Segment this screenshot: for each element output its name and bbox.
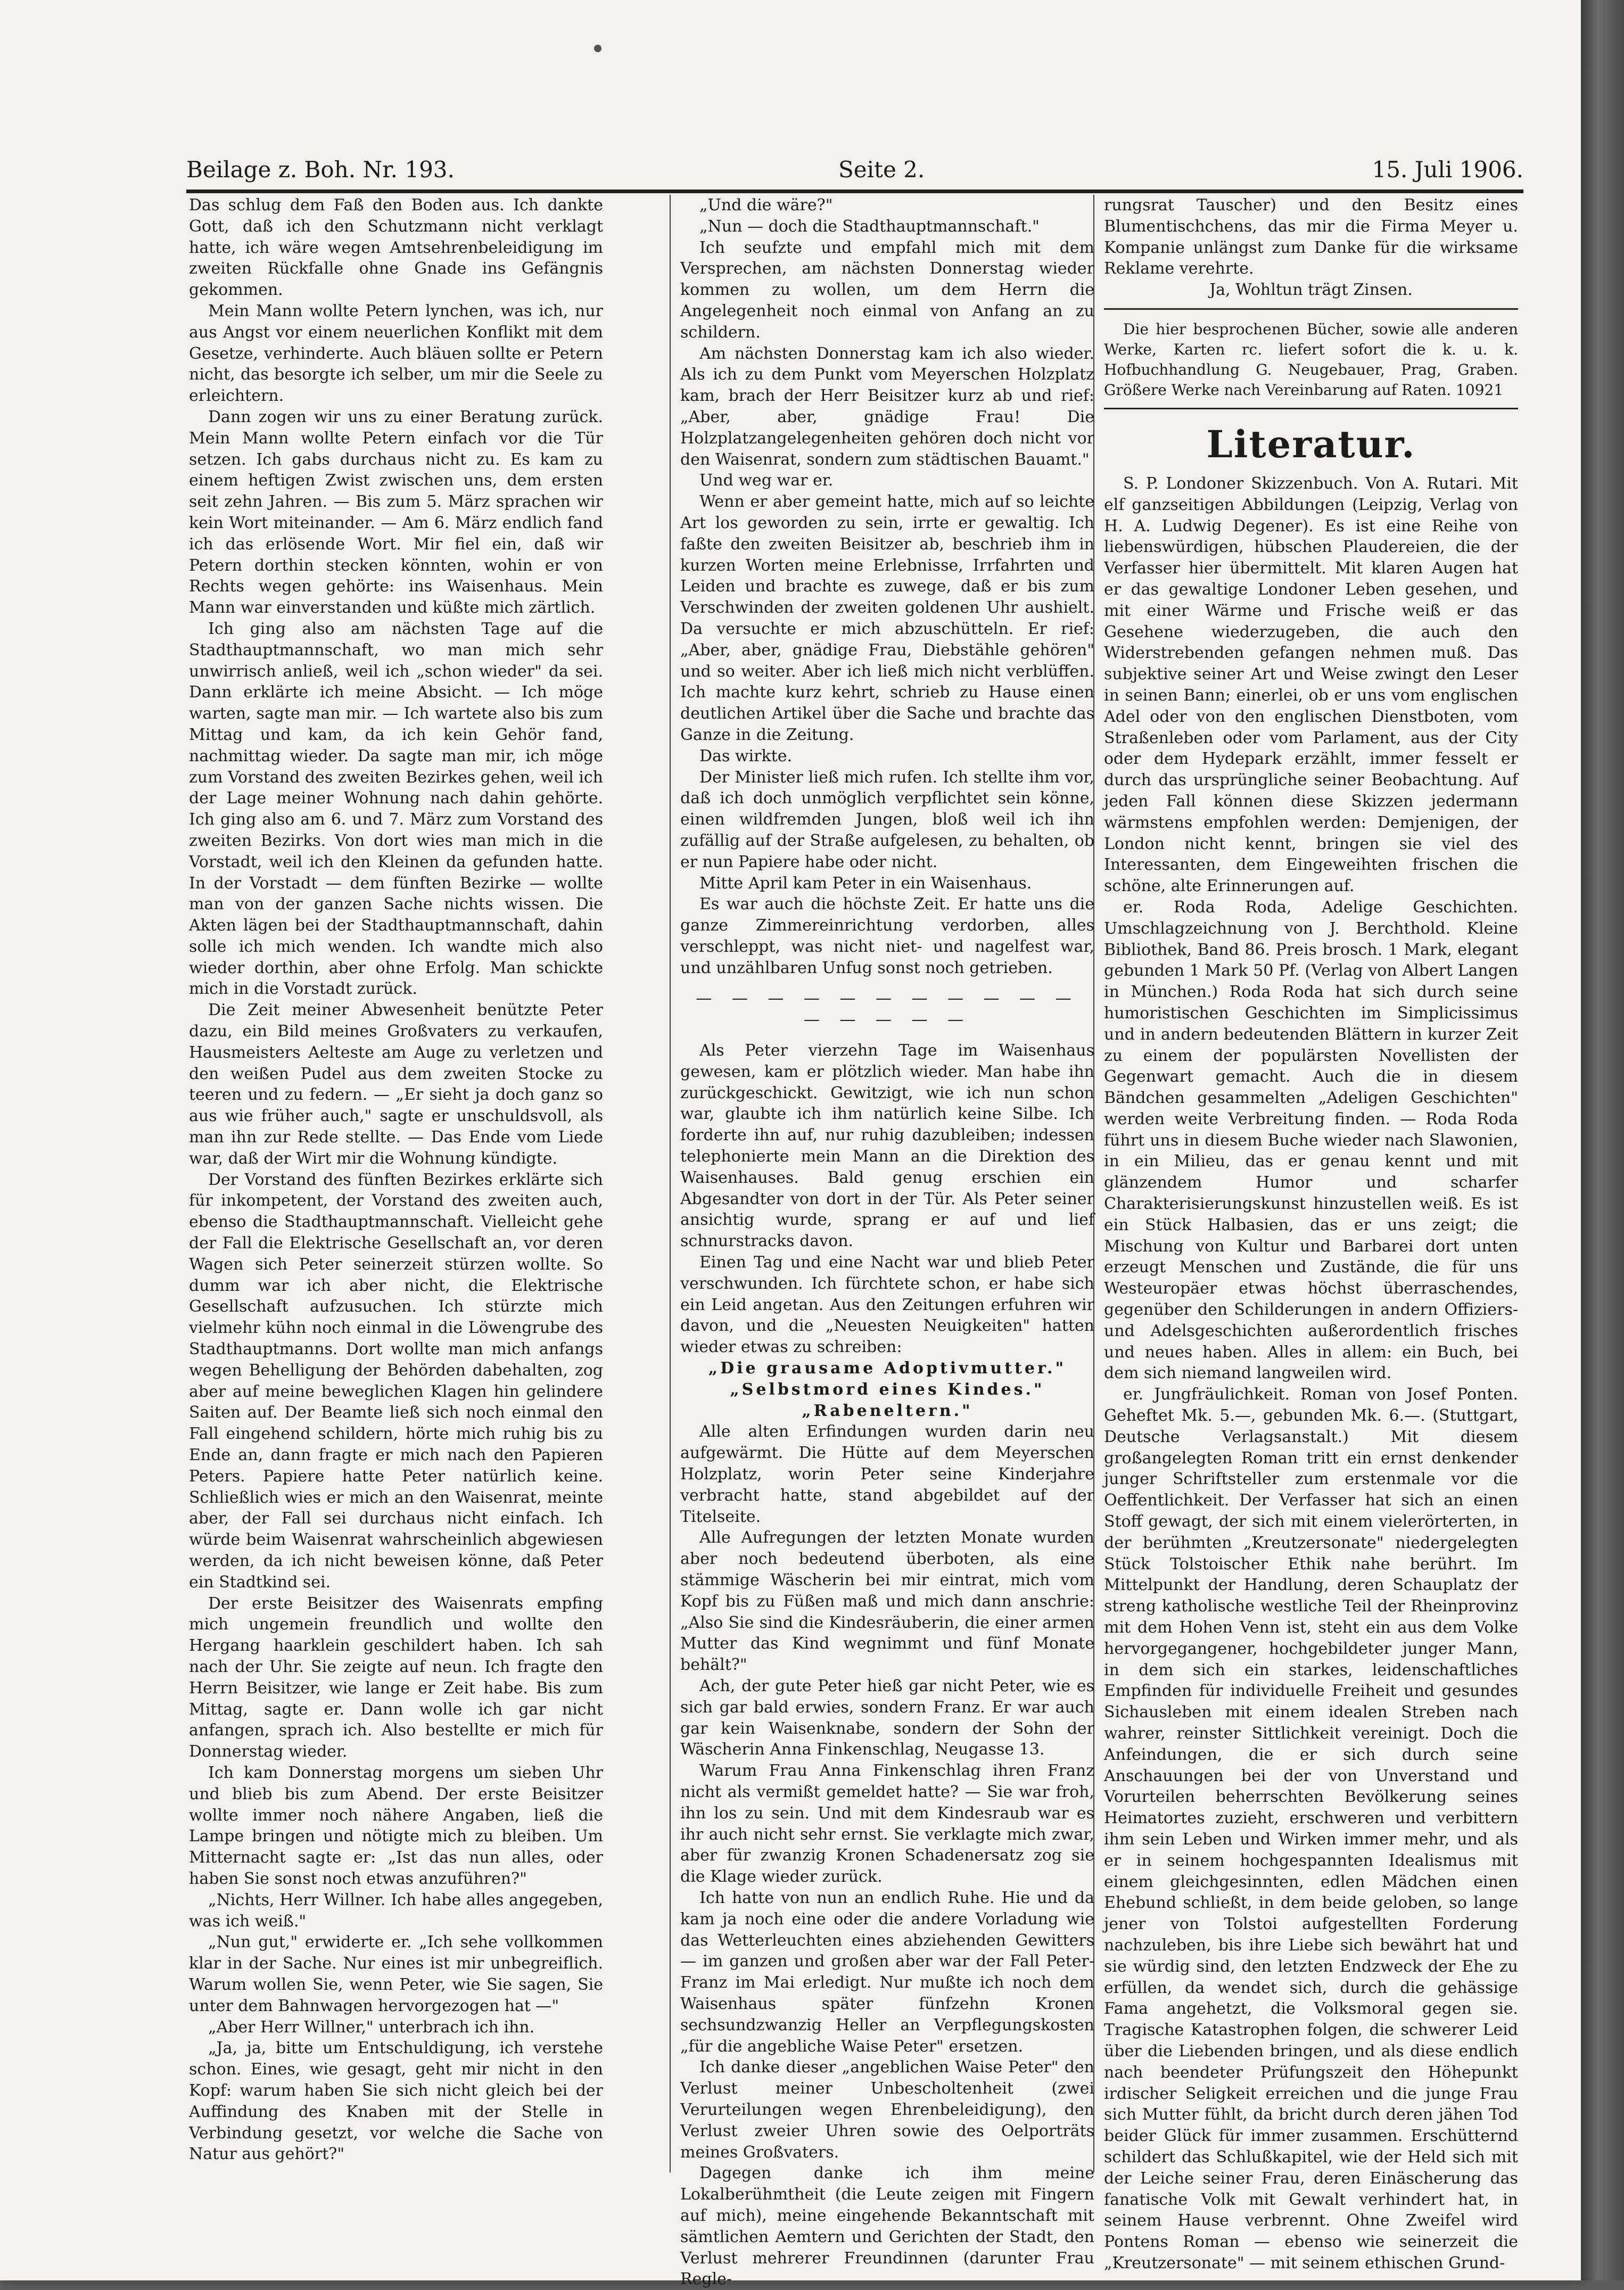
paragraph: „Ja, ja, bitte um Entschuldigung, ich verstehe schon. Eines, wie gesagt, geht mir nicht in den Kopf: warum haben Sie sich nicht gleich bei der Auffindung des Knaben mit der Stelle in Verbindung gesetzt, vor welche die Sache von Natur aus gehört?" xyxy=(189,2039,603,2164)
issue-reference: Beilage z. Boh. Nr. 193. xyxy=(186,156,455,183)
book-review: er. Jungfräulichkeit. Roman von Josef Ponten. Geheftet Mk. 5.—, gebunden Mk. 6.—. (Stuttgart, Deutsche Verlagsanstalt.) Mit diesem großangelegten Roman tritt ein ernst denkender junger Schriftsteller zum erstenmale vor die Oeffentlichkeit. Der Verfasser hat sich an einen Stoff gewagt, der sich mit einem vielerörterten, in der berühmten „Kreutzersonate" niedergelegten Stück Tolstoischer Ethik nahe berührt. Im Mittelpunkt der Handlung, deren Schauplatz der streng katholische westliche Teil der Rheinprovinz mit dem Hohen Venn ist, steht ein aus dem Volke hervorgegangener, hochgebildeter junger Mann, in dem sich ein starkes, leidenschaftliches Empfinden für individuelle Freiheit und gesundes Sichausleben mit einem idealen Streben nach wahrer, reinster Sittlichkeit vereinigt. Doch die Anfeindungen, die er sich durch seine Anschauungen bei der von Unverstand und Vorurteilen beherrschten Bevölkerung seines Heimatortes zuzieht, erschweren und verbittern ihm sein Leben und Wirken immer mehr, und als er in seinem hochgespannten Idealismus mit einem gleichgesinnten, edlen Mädchen einen Ehebund schließt, in dem beide geloben, so lange jener von Tolstoi aufgestellten Forderung nachzuleben, bis ihre Liebe sich bewährt hat und sie würdig sind, den letzten Endzweck der Ehe zu erfüllen, da wendet sich, durch die gehässige Fama angehetzt, die Volksmoral gegen sie. Tragische Katastrophen folgen, die schwerer Leid über die Liebenden bringen, und als diese endlich nach beendeter Prüfungszeit den Höhepunkt irdischer Seligkeit erreichen und die junge Frau sich Mutter fühlt, da bricht durch deren jähen Tod beider Glück für immer zusammen. Erschütternd schildert das Schlußkapitel, wie der Held sich mit der Leiche seiner Frau, deren Einäscherung das fanatische Volk mit Gewalt verhindert hat, in seinem Hause verbrennt. Ohne Zweifel wird Pontens Roman — ebenso wie seinerzeit die „Kreutzersonate" — mit seinem ethischen Grund- xyxy=(1104,1385,1518,2272)
page-number: Seite 2. xyxy=(838,156,925,183)
paragraph: Ach, der gute Peter hieß gar nicht Peter, wie es sich gar bald erwies, sondern Franz. Er war auch gar kein Waisenknabe, sondern der Sohn der Wäscherin Anna Finkenschlag, Neugasse 13. xyxy=(680,1676,1094,1759)
divider xyxy=(1104,408,1518,409)
section-title-literature: Literatur. xyxy=(1206,422,1416,466)
paragraph: Einen Tag und eine Nacht war und blieb Peter verschwunden. Ich fürchtete schon, er habe sich ein Leid angetan. Aus den Zeitungen erfuhren wir davon, und die „Neuesten Neuigkeiten" hatten wieder etwas zu schreiben: xyxy=(680,1253,1094,1357)
paragraph: „Und die wäre?" xyxy=(699,196,833,215)
paragraph: Mein Mann wollte Petern lynchen, was ich, nur aus Angst vor einem neuerlichen Konflikt mit dem Gesetze, verhinderte. Auch bläuen sollte er Petern nicht, das besorgte ich selber, um mir die Seele zu erleichtern. xyxy=(189,301,603,406)
headline-quote: „Die grausame Adoptivmutter." xyxy=(708,1359,1067,1378)
paragraph: Das wirkte. xyxy=(699,746,793,765)
paragraph: Mitte April kam Peter in ein Waisenhaus. xyxy=(699,874,1032,893)
paragraph: Ich kam Donnerstag morgens um sieben Uhr und blieb bis zum Abend. Der erste Beisitzer wollte immer noch nähere Angaben, ließ die Lampe bringen und nötigte mich zu bleiben. Um Mitternacht sagte er: „Ist das nun alles, oder haben Sie sonst noch etwas anzuführen?" xyxy=(189,1763,603,1888)
paragraph: Der Vorstand des fünften Bezirkes erklärte sich für inkompetent, der Vorstand des zweiten auch, ebenso die Stadthauptmannschaft. Vielleicht gehe der Fall die Elektrische Gesellschaft an, vor deren Wagen sich Peter seinerzeit stürzen wollte. So dumm war ich aber nicht, die Elektrische Gesellschaft aufzusuchen. Ich stürzte mich vielmehr kühn noch einmal in die Löwengrube des Stadthauptmanns. Dort wollte man mich anfangs wegen Behelligung der Behörden dabehalten, zog aber auf meine beweglichen Klagen hin gelindere Saiten auf. Der Beamte ließ sich noch einmal den Fall eingehend schildern, hörte mich ruhig bis zu Ende an, dann fragte er mich nach den Papieren Peters. Papiere hatte Peter natürlich keine. Schließlich wies er mich an den Waisenrat, meinte aber, der Fall sei durchaus nicht einfach. Ich würde beim Waisenrat wahrscheinlich abgewiesen werden, da ich nicht beweisen könne, daß Peter ein Stadtkind sei. xyxy=(189,1170,603,1592)
binding-edge xyxy=(1581,0,1624,2280)
column-story-part-2 xyxy=(680,195,1094,2289)
paragraph: Alle alten Erfindungen wurden darin neu aufgewärmt. Die Hütte auf dem Meyerschen Holzplatz, worin Peter seine Kinderjahre verbracht hatte, stand abgebildet auf der Titelseite. xyxy=(680,1422,1094,1526)
paragraph: Am nächsten Donnerstag kam ich also wieder. Als ich zu dem Punkt vom Meyerschen Holzplatz kam, brach der Herr Beisitzer kurz ab und rief: „Aber, aber, gnädige Frau! Die Holzplatzangelegenheiten gehören doch nicht vor den Waisenrat, sondern zum städtischen Bauamt." xyxy=(680,344,1094,469)
header-rule xyxy=(186,190,1523,193)
book-review: S. P. Londoner Skizzenbuch. Von A. Rutari. Mit elf ganzseitigen Abbildungen (Leipzig, Verlag von H. A. Ludwig Degener). Es ist eine Reihe von liebenswürdigen, hübschen Plaudereien, die der Verfasser hier übermittelt. Mit klaren Augen hat er das gewaltige Londoner Leben gesehen, und mit einer Wärme und Frische weiß er das Gesehene wiederzugeben, die auch den Widerstrebenden gefangen nehmen muß. Das subjektive seiner Art und Weise zwingt den Leser in seinen Bann; einerlei, ob er uns vom englischen Adel oder von den englischen Dienstboten, vom Straßenleben oder vom Parlament, aus der City oder dem Hydepark erzählt, immer fesselt er durch das ursprüngliche seiner Beobachtung. Auf jeden Fall können diese Skizzen jedermann wärmstens empfohlen werden: Demjenigen, der London nicht kennt, bringen sie viel des Interessanten, dem Eingeweihten frischen die schöne, alte Erinnerungen auf. xyxy=(1104,474,1518,896)
column-literature xyxy=(1104,195,1518,2272)
story-closing-line: Ja, Wohltun trägt Zinsen. xyxy=(1209,281,1413,300)
paragraph: Ich seufzte und empfahl mich mit dem Versprechen, am nächsten Donnerstag wieder kommen zu wollen, um dem Herrn die Angelegenheit noch einmal von Anfang an zu schildern. xyxy=(680,238,1094,342)
paragraph: Das schlug dem Faß den Boden aus. Ich dankte Gott, daß ich den Schutzmann nicht verklagt hatte, ich wäre wegen Amtsehrenbeleidigung im zweiten Rückfalle ohne Gnade ins Gefängnis gekommen. xyxy=(189,196,603,300)
paragraph: Als Peter vierzehn Tage im Waisenhaus gewesen, kam er plötzlich wieder. Man habe ihn zurückgeschickt. Gewitzigt, wie ich nun schon war, glaubte ich ihm natürlich keine Silbe. Ich forderte ihn auf, nur ruhig dazubleiben; indessen telephonierte mein Mann an die Direktion des Waisenhauses. Bald genug erschien ein Abgesandter von dort in der Tür. Als Peter seiner ansichtig wurde, sprang er auf und lief schnurstracks davon. xyxy=(680,1041,1094,1251)
column-story-part-1 xyxy=(189,195,603,2172)
paragraph: Ich danke dieser „angeblichen Waise Peter" den Verlust meiner Unbescholtenheit (zwei Verurteilungen wegen Ehrenbeleidigung), den Verlust zweier Uhren sowie des Oelporträts meines Großvaters. xyxy=(680,2058,1094,2162)
paragraph: Es war auch die höchste Zeit. Er hatte uns die ganze Zimmereinrichtung verdorben, alles verschleppt, was nicht niet- und nagelfest war, und unzählbaren Unfug sonst noch getrieben. xyxy=(680,895,1094,977)
paragraph: rungsrat Tauscher) und den Besitz eines Blumentischchens, das mir die Firma Meyer u. Kompanie unlängst zum Danke für die wirksame Reklame verehrte. xyxy=(1104,196,1518,278)
paragraph: Alle Aufregungen der letzten Monate wurden aber noch bedeutend überboten, als eine stämmige Wäscherin bei mir eintrat, mich vom Kopf bis zu Füßen maß und mich dann anschrie: „Also Sie sind die Kindesräuberin, die einer armen Mutter das Kind wegnimmt und fünf Monate behält?" xyxy=(680,1528,1094,1675)
page-header xyxy=(186,156,1523,190)
paragraph: „Nun gut," erwiderte er. „Ich sehe vollkommen klar in der Sache. Nur eines ist mir unbegreiflich. Warum wollen Sie, wenn Peter, wie Sie sagen, Sie unter dem Bahnwagen hervorgezogen hat —" xyxy=(189,1933,603,2015)
headline-quote: „Selbstmord eines Kindes." xyxy=(730,1380,1045,1399)
paragraph: Ich ging also am nächsten Tage auf die Stadthauptmannschaft, wo man mich sehr unwirrisch anließ, weil ich „schon wieder" da sei. Dann erklärte ich meine Absicht. — Ich möge warten, sagte man mir. — Ich wartete also bis zum Mittag und kam, da ich kein Gehör fand, nachmittag wieder. Da sagte man mir, ich möge zum Vorstand des zweiten Bezirkes gehen, weil ich der Lage meiner Wohnung nach dahin gehörte. Ich ging also am 6. und 7. März zum Vorstand des zweiten Bezirks. Von dort wies man mich in die Vorstadt, weil ich den Kleinen da gefunden hatte. In der Vorstadt — dem fünften Bezirke — wollte man von der ganzen Sache nichts wissen. Die Akten lägen bei der Stadthauptmannschaft, dahin solle ich mich wenden. Ich wandte mich also wieder dorthin, aber ohne Erfolg. Man schickte mich in die Vorstadt zurück. xyxy=(189,619,603,999)
book-review: er. Roda Roda, Adelige Geschichten. Umschlagzeichnung von J. Berchthold. Kleine Bibliothek, Band 86. Preis brosch. 1 Mark, elegant gebunden 1 Mark 50 Pf. (Verlag von Albert Langen in München.) Roda Roda hat sich durch seine humoristischen Geschichten im Simplicissimus und in andern bedeutenden Blättern in kurzer Zeit zu einem der populärsten Novellisten der Gegenwart gemacht. Auch die in diesem Bändchen gesammelten „Adeligen Geschichten" werden weite Verbreitung finden. — Roda Roda führt uns in diesem Buche wieder nach Slawonien, in ein Milieu, das er genau kennt und mit glänzendem Humor und scharfer Charakterisierungskunst hinzustellen weiß. Es ist ein Stück Halbasien, das er uns zeigt; die Mischung von Kultur und Barbarei dort unten erzeugt Menschen und Zustände, die für uns Westeuropäer etwas höchst überraschendes, gegenüber den Schilderungen in andern Offiziers- und Adelsgeschichten außerordentlich frisches und neues haben. Alles in allem: ein Buch, bei dem sich niemand langweilen wird. xyxy=(1104,897,1518,1383)
paragraph: Und weg war er. xyxy=(699,471,834,490)
paragraph: Der Minister ließ mich rufen. Ich stellte ihm vor, daß ich doch unmöglich verpflichtet sein könne, einen wildfremden Jungen, bloß weil ich ihn zufällig auf der Straße aufgelesen, zu behalten, ob er nun Papiere habe oder nicht. xyxy=(680,768,1094,871)
paragraph: Ich hatte von nun an endlich Ruhe. Hie und da kam ja noch eine oder die andere Vorladung wie das Wetterleuchten eines abziehenden Gewitters — im ganzen und großen aber war der Fall Peter-Franz im Mai erledigt. Nur mußte ich noch dem Waisenhaus später fünfzehn Kronen sechsundzwanzig Heller an Verpflegungskosten „für die angebliche Waise Peter" ersetzen. xyxy=(680,1888,1094,2056)
paragraph: Warum Frau Anna Finkenschlag ihren Franz nicht als vermißt gemeldet hatte? — Sie war froh, ihn los zu sein. Und mit dem Kindesraub war es ihr auch nicht sehr ernst. Sie verklagte mich zwar, aber für zwanzig Kronen Schadenersatz zog sie die Klage wieder zurück. xyxy=(680,1761,1094,1887)
paragraph: „Nichts, Herr Willner. Ich habe alles angegeben, was ich weiß." xyxy=(189,1890,603,1931)
paragraph: „Aber Herr Willner," unterbrach ich ihn. xyxy=(208,2017,535,2037)
punch-mark xyxy=(594,45,601,52)
paragraph: Dann zogen wir uns zu einer Beratung zurück. Mein Mann wollte Petern einfach vor die Tür setzen. Ich gabs durchaus nicht zu. Es kam zu einem heftigen Zwist zwischen uns, dem ersten seit zehn Jahren. — Bis zum 5. März sprachen wir kein Wort miteinander. — Am 6. März endlich fand ich das erlösende Wort. Mir fiel ein, daß wir Petern dorthin stecken könnten, wohin er von Rechts wegen gehörte: ins Waisenhaus. Mein Mann war einverstanden und küßte mich zärtlich. xyxy=(189,407,603,617)
bookseller-notice xyxy=(1104,319,1518,400)
advertisement-text: Die hier besprochenen Bücher, sowie alle anderen Werke, Karten rc. liefert sofort die k. u. k. Hofbuchhandlung G. Neugebauer, Prag, Graben. Größere Werke nach Vereinbarung auf Raten. 10921 xyxy=(1104,320,1518,399)
paragraph: Die Zeit meiner Abwesenheit benützte Peter dazu, ein Bild meines Großvaters zu verkaufen, Hausmeisters Aelteste am Auge zu verletzen und den weißen Pudel aus dem zweiten Stocke zu teeren und zu federn. — „Er sieht ja doch ganz so aus wie früher auch," sagte er unschuldsvoll, als man ihn zur Rede stellte. — Das Ende vom Liede war, daß der Wirt mir die Wohnung kündigte. xyxy=(189,1001,603,1168)
headline-quote: „Rabeneltern." xyxy=(802,1401,973,1420)
paragraph: Dagegen danke ich ihm meine Lokalberühmtheit (die Leute zeigen mit Fingern auf mich), meine eingehende Bekanntschaft mit sämtlichen Aemtern und Gerichten der Stadt, den Verlust mehrerer Freundinnen (darunter Frau Regle- xyxy=(680,2164,1094,2289)
paragraph: Wenn er aber gemeint hatte, mich auf so leichte Art los geworden zu sein, irrte er gewaltig. Ich faßte den zweiten Beisitzer ab, beschrieb ihm in kurzen Worten meine Erlebnisse, Irrfahrten und Leiden und brachte es zuwege, daß er bis zum Verschwinden der zweiten goldenen Uhr aushielt. Da versuchte er mich abzuschütteln. Er rief: „Aber, aber, gnädige Frau, Diebstähle gehören" und so weiter. Aber ich ließ mich nicht verblüffen. Ich machte kurz kehrt, schrieb zu Hause einen deutlichen Artikel über die Sache und brachte das Ganze in die Zeitung. xyxy=(680,492,1094,744)
issue-date: 15. Juli 1906. xyxy=(1372,156,1523,183)
paragraph: „Nun — doch die Stadthauptmannschaft." xyxy=(699,217,1040,236)
section-break: — — — — — — — — — — — — — — — — xyxy=(696,989,1079,1029)
paragraph: Der erste Beisitzer des Waisenrats empfing mich ungemein freundlich und wollte den Hergang haarklein geschildert haben. Ich sah nach der Uhr. Sie zeigte auf neun. Ich fragte den Herrn Beisitzer, wie lange er Zeit habe. Bis zum Mittag, sagte er. Dann wolle ich gar nicht anfangen, sprach ich. Also bestellte er mich für Donnerstag wieder. xyxy=(189,1594,603,1761)
divider xyxy=(1104,308,1518,310)
column-separator xyxy=(670,195,671,2172)
